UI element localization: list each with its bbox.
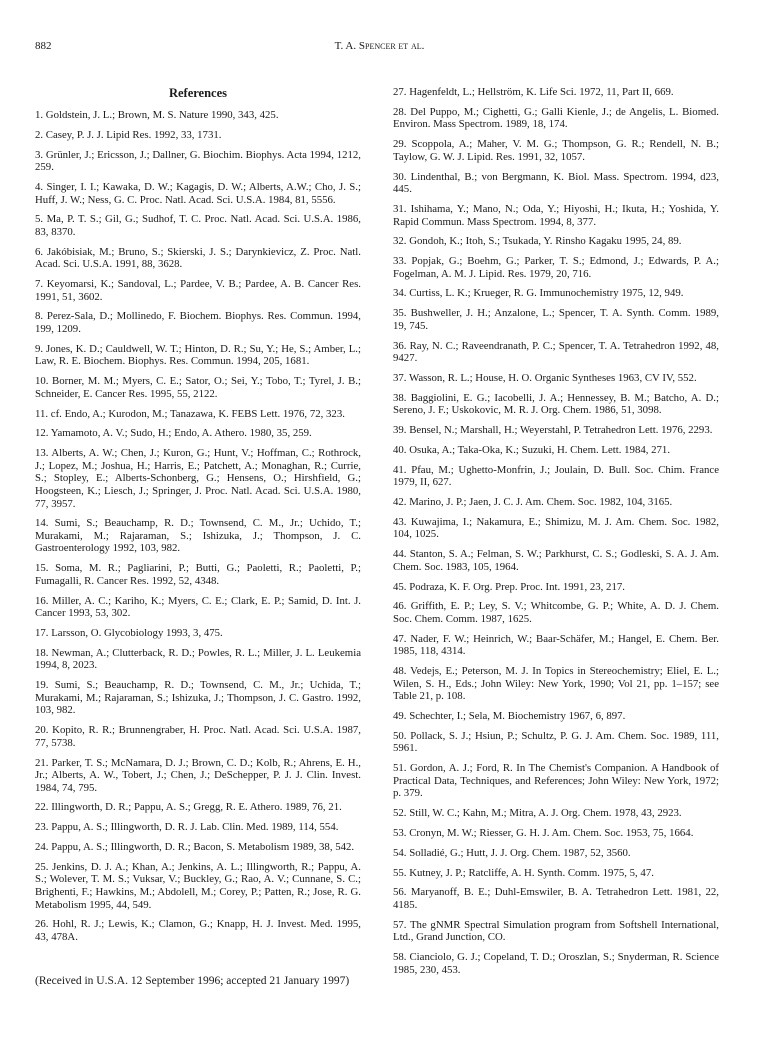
reference-item: 13. Alberts, A. W.; Chen, J.; Kuron, G.; Hunt, V.; Hoffman, C.; Rothrock, J.; Lopez, M.; Joshua, H.; Harris, E.; Patchett, A.; Monaghan, R.; Currie, S.; Stopley, E.; Alberts-Schonberg, G.; Hensens, O.; Hirshfield, G.; Hoogsteen, K.; Liesch, J.; Springer, J. Proc. Natl. Acad. Sci. U.S.A. 1980, 77, 3957. xyxy=(35,447,361,510)
reference-item: 1. Goldstein, J. L.; Brown, M. S. Nature 1990, 343, 425. xyxy=(35,109,279,121)
reference-item: 23. Pappu, A. S.; Illingworth, D. R. J. Lab. Clin. Med. 1989, 114, 554. xyxy=(35,821,339,834)
reference-item: 12. Yamamoto, A. V.; Sudo, H.; Endo, A. Athero. 1980, 35, 259. xyxy=(35,427,312,440)
reference-item: 25. Jenkins, D. J. A.; Khan, A.; Jenkins, A. L.; Illingworth, R.; Pappu, A. S.; Wolever, T. M. S.; Vuksar, V.; Buckley, G.; Rao, A. V.; Cunnane, S. C.; Brighenti, F.; Hawkins, M.; Abdolell, M.; Corey, P.; Patten, R.; Jose, R. G. Metabolism 1995, 44, 549. xyxy=(35,860,361,911)
reference-item: 53. Cronyn, M. W.; Riesser, G. H. J. Am. Chem. Soc. 1953, 75, 1664. xyxy=(393,827,694,839)
reference-item: 39. Bensel, N.; Marshall, H.; Weyerstahl, P. Tetrahedron Lett. 1976, 2293. xyxy=(393,424,713,437)
reference-item: 40. Osuka, A.; Taka-Oka, K.; Suzuki, H. Chem. Lett. 1984, 271. xyxy=(393,443,671,456)
reference-item: 24. Pappu, A. S.; Illingworth, D. R.; Bacon, S. Metabolism 1989, 38, 542. xyxy=(35,841,355,854)
reference-item: 58. Cianciolo, G. J.; Copeland, T. D.; Oroszlan, S.; Snyderman, R. Science 1985, 230, 453. xyxy=(393,951,719,976)
reference-item: 49. Schechter, I.; Sela, M. Biochemistry 1967, 6, 897. xyxy=(393,710,626,723)
reference-item: 41. Pfau, M.; Ughetto-Monfrin, J.; Joulain, D. Bull. Soc. Chim. France 1979, II, 627. xyxy=(393,463,719,489)
reference-item: 3. Grünler, J.; Ericsson, J.; Dallner, G. Biochim. Biophys. Acta 1994, 1212, 259. xyxy=(35,148,361,174)
reference-item: 57. The gNMR Spectral Simulation program from Softshell International, Ltd., Grand Junction, CO. xyxy=(393,918,719,944)
reference-item: 16. Miller, A. C.; Kariho, K.; Myers, C. E.; Clark, E. P.; Samid, D. Int. J. Cancer 1993, 53, 302. xyxy=(35,594,361,620)
received-note: (Received in U.S.A. 12 September 1996; accepted 21 January 1997) xyxy=(35,975,350,987)
reference-item: 42. Marino, J. P.; Jaen, J. C. J. Am. Chem. Soc. 1982, 104, 3165. xyxy=(393,496,673,509)
reference-item: 2. Casey, P. J. J. Lipid Res. 1992, 33, 1731. xyxy=(35,128,222,141)
reference-item: 6. Jakóbisiak, M.; Bruno, S.; Skierski, J. S.; Darynkievicz, Z. Proc. Natl. Acad. Sci. U.S.A. 1991, 88, 3628. xyxy=(35,245,361,271)
reference-item: 10. Borner, M. M.; Myers, C. E.; Sator, O.; Sei, Y.; Tobo, T.; Tyrel, J. B.; Schneider, E. Cancer Res. 1995, 55, 2122. xyxy=(35,375,361,400)
reference-item: 35. Bushweller, J. H.; Anzalone, L.; Spencer, T. A. Synth. Comm. 1989, 19, 745. xyxy=(393,307,719,332)
reference-item: 20. Kopito, R. R.; Brunnengraber, H. Proc. Natl. Acad. Sci. U.S.A. 1987, 77, 5738. xyxy=(35,724,361,749)
reference-item: 32. Gondoh, K.; Itoh, S.; Tsukada, Y. Rinsho Kagaku 1995, 24, 89. xyxy=(393,235,682,248)
reference-item: 45. Podraza, K. F. Org. Prep. Proc. Int. 1991, 23, 217. xyxy=(393,580,625,593)
reference-item: 47. Nader, F. W.; Heinrich, W.; Baar-Schäfer, M.; Hangel, E. Chem. Ber. 1985, 118, 4314. xyxy=(393,632,719,658)
reference-item: 17. Larsson, O. Glycobiology 1993, 3, 475. xyxy=(35,627,223,639)
page-number: 882 xyxy=(35,40,52,52)
reference-item: 31. Ishihama, Y.; Mano, N.; Oda, Y.; Hiyoshi, H.; Ikuta, H.; Yoshida, Y. Rapid Commun. Mass Spectrom. 1994, 8, 377. xyxy=(393,202,719,228)
references-left-column xyxy=(35,86,361,951)
reference-item: 51. Gordon, A. J.; Ford, R. In The Chemist's Companion. A Handbook of Practical Data, Techniques, and References; John Wiley: New York, 1972; p. 379. xyxy=(393,762,719,800)
reference-item: 5. Ma, P. T. S.; Gil, G.; Sudhof, T. C. Proc. Natl. Acad. Sci. U.S.A. 1986, 83, 8370. xyxy=(35,213,361,238)
page-header xyxy=(35,40,724,54)
reference-item: 46. Griffith, E. P.; Ley, S. V.; Whitcombe, G. P.; White, A. D. J. Chem. Soc. Chem. Comm. 1987, 1625. xyxy=(393,600,719,625)
reference-item: 8. Perez-Sala, D.; Mollinedo, F. Biochem. Biophys. Res. Commun. 1994, 199, 1209. xyxy=(35,310,361,336)
reference-item: 43. Kuwajima, I.; Nakamura, E.; Shimizu, M. J. Am. Chem. Soc. 1982, 104, 1025. xyxy=(393,515,719,541)
reference-item: 27. Hagenfeldt, L.; Hellström, K. Life Sci. 1972, 11, Part II, 669. xyxy=(393,86,674,98)
reference-item: 26. Hohl, R. J.; Lewis, K.; Clamon, G.; Knapp, H. J. Invest. Med. 1995, 43, 478A. xyxy=(35,918,361,943)
reference-item: 9. Jones, K. D.; Cauldwell, W. T.; Hinton, D. R.; Su, Y.; He, S.; Amber, L.; Law, R. E. Biochem. Biophys. Res. Commun. 1994, 205, 1681. xyxy=(35,342,361,368)
reference-item: 38. Baggiolini, E. G.; Iacobelli, J. A.; Hennessey, B. M.; Batcho, A. D.; Sereno, J. F.; Uskokovic, M. R. J. Org. Chem. 1986, 51, 3098. xyxy=(393,391,719,417)
reference-item: 48. Vedejs, E.; Peterson, M. J. In Topics in Stereochemistry; Eliel, E. L.; Wilen, S. H., Eds.; John Wiley: New York, 1990; Vol 21, pp. 1–157; see Table 21, p. 108. xyxy=(393,665,719,703)
reference-item: 36. Ray, N. C.; Raveendranath, P. C.; Spencer, T. A. Tetrahedron 1992, 48, 9427. xyxy=(393,339,719,365)
reference-item: 22. Illingworth, D. R.; Pappu, A. S.; Gregg, R. E. Athero. 1989, 76, 21. xyxy=(35,801,342,814)
reference-list-left xyxy=(35,109,361,944)
reference-item: 55. Kutney, J. P.; Ratcliffe, A. H. Synth. Comm. 1975, 5, 47. xyxy=(393,866,654,879)
reference-item: 29. Scoppola, A.; Maher, V. M. G.; Thompson, G. R.; Rendell, N. B.; Taylow, G. W. J. Lipid. Res. 1991, 32, 1057. xyxy=(393,138,719,163)
reference-item: 28. Del Puppo, M.; Cighetti, G.; Galli Kienle, J.; de Angelis, L. Biomed. Environ. Mass Spectrom. 1989, 18, 174. xyxy=(393,105,719,131)
reference-item: 33. Popjak, G.; Boehm, G.; Parker, T. S.; Edmond, J.; Edwards, P. A.; Fogelman, A. M. J. Lipid. Res. 1979, 20, 716. xyxy=(393,255,719,280)
reference-item: 7. Keyomarsi, K.; Sandoval, L.; Pardee, V. B.; Pardee, A. B. Cancer Res. 1991, 51, 3602. xyxy=(35,278,361,303)
reference-item: 44. Stanton, S. A.; Felman, S. W.; Parkhurst, C. S.; Godleski, S. A. J. Am. Chem. Soc. 1983, 105, 1964. xyxy=(393,548,719,573)
reference-item: 4. Singer, I. I.; Kawaka, D. W.; Kagagis, D. W.; Alberts, A.W.; Cho, J. S.; Huff, J. W.; Ness, G. C. Proc. Natl. Acad. Sci. U.S.A. 1984, 81, 5556. xyxy=(35,180,361,206)
reference-item: 54. Solladié, G.; Hutt, J. J. Org. Chem. 1987, 52, 3560. xyxy=(393,846,631,859)
reference-item: 11. cf. Endo, A.; Kurodon, M.; Tanazawa, K. FEBS Lett. 1976, 72, 323. xyxy=(35,407,345,420)
running-head: T. A. Spencer et al. xyxy=(334,40,425,52)
reference-item: 18. Newman, A.; Clutterback, R. D.; Powles, R. L.; Miller, J. L. Leukemia 1994, 8, 2023. xyxy=(35,646,361,672)
reference-item: 30. Lindenthal, B.; von Bergmann, K. Biol. Mass. Spectrom. 1994, d23, 445. xyxy=(393,170,719,196)
reference-item: 56. Maryanoff, B. E.; Duhl-Emswiler, B. A. Tetrahedron Lett. 1981, 22, 4185. xyxy=(393,886,719,911)
reference-item: 15. Soma, M. R.; Pagliarini, P.; Butti, G.; Paoletti, R.; Paoletti, P.; Fumagalli, R. Cancer Res. 1992, 52, 4348. xyxy=(35,562,361,587)
reference-item: 34. Curtiss, L. K.; Krueger, R. G. Immunochemistry 1975, 12, 949. xyxy=(393,287,684,300)
references-heading: References xyxy=(168,86,228,100)
reference-item: 37. Wasson, R. L.; House, H. O. Organic Syntheses 1963, CV IV, 552. xyxy=(393,371,697,384)
reference-item: 21. Parker, T. S.; McNamara, D. J.; Brown, C. D.; Kolb, R.; Ahrens, E. H., Jr.; Alberts, A. W., Tobert, J.; Chen, J.; DeSchepper, P. J. J. Clin. Invest. 1984, 74, 795. xyxy=(35,756,361,794)
references-right-column xyxy=(393,86,719,983)
reference-item: 14. Sumi, S.; Beauchamp, R. D.; Townsend, C. M., Jr.; Uchido, T.; Murakami, M.; Rajaraman, S.; Ishizuka, J.; Thompson, J. C. Gastroenterology 1992, 103, 982. xyxy=(35,517,361,555)
reference-item: 50. Pollack, S. J.; Hsiun, P.; Schultz, P. G. J. Am. Chem. Soc. 1989, 111, 5961. xyxy=(393,729,719,755)
reference-item: 52. Still, W. C.; Kahn, M.; Mitra, A. J. Org. Chem. 1978, 43, 2923. xyxy=(393,807,682,820)
reference-item: 19. Sumi, S.; Beauchamp, R. D.; Townsend, C. M., Jr.; Uchida, T.; Murakami, M.; Rajaraman, S.; Ishizuka, J.; Thompson, J. C. Gastro. 1992, 103, 982. xyxy=(35,679,361,717)
reference-list-right xyxy=(393,86,719,976)
